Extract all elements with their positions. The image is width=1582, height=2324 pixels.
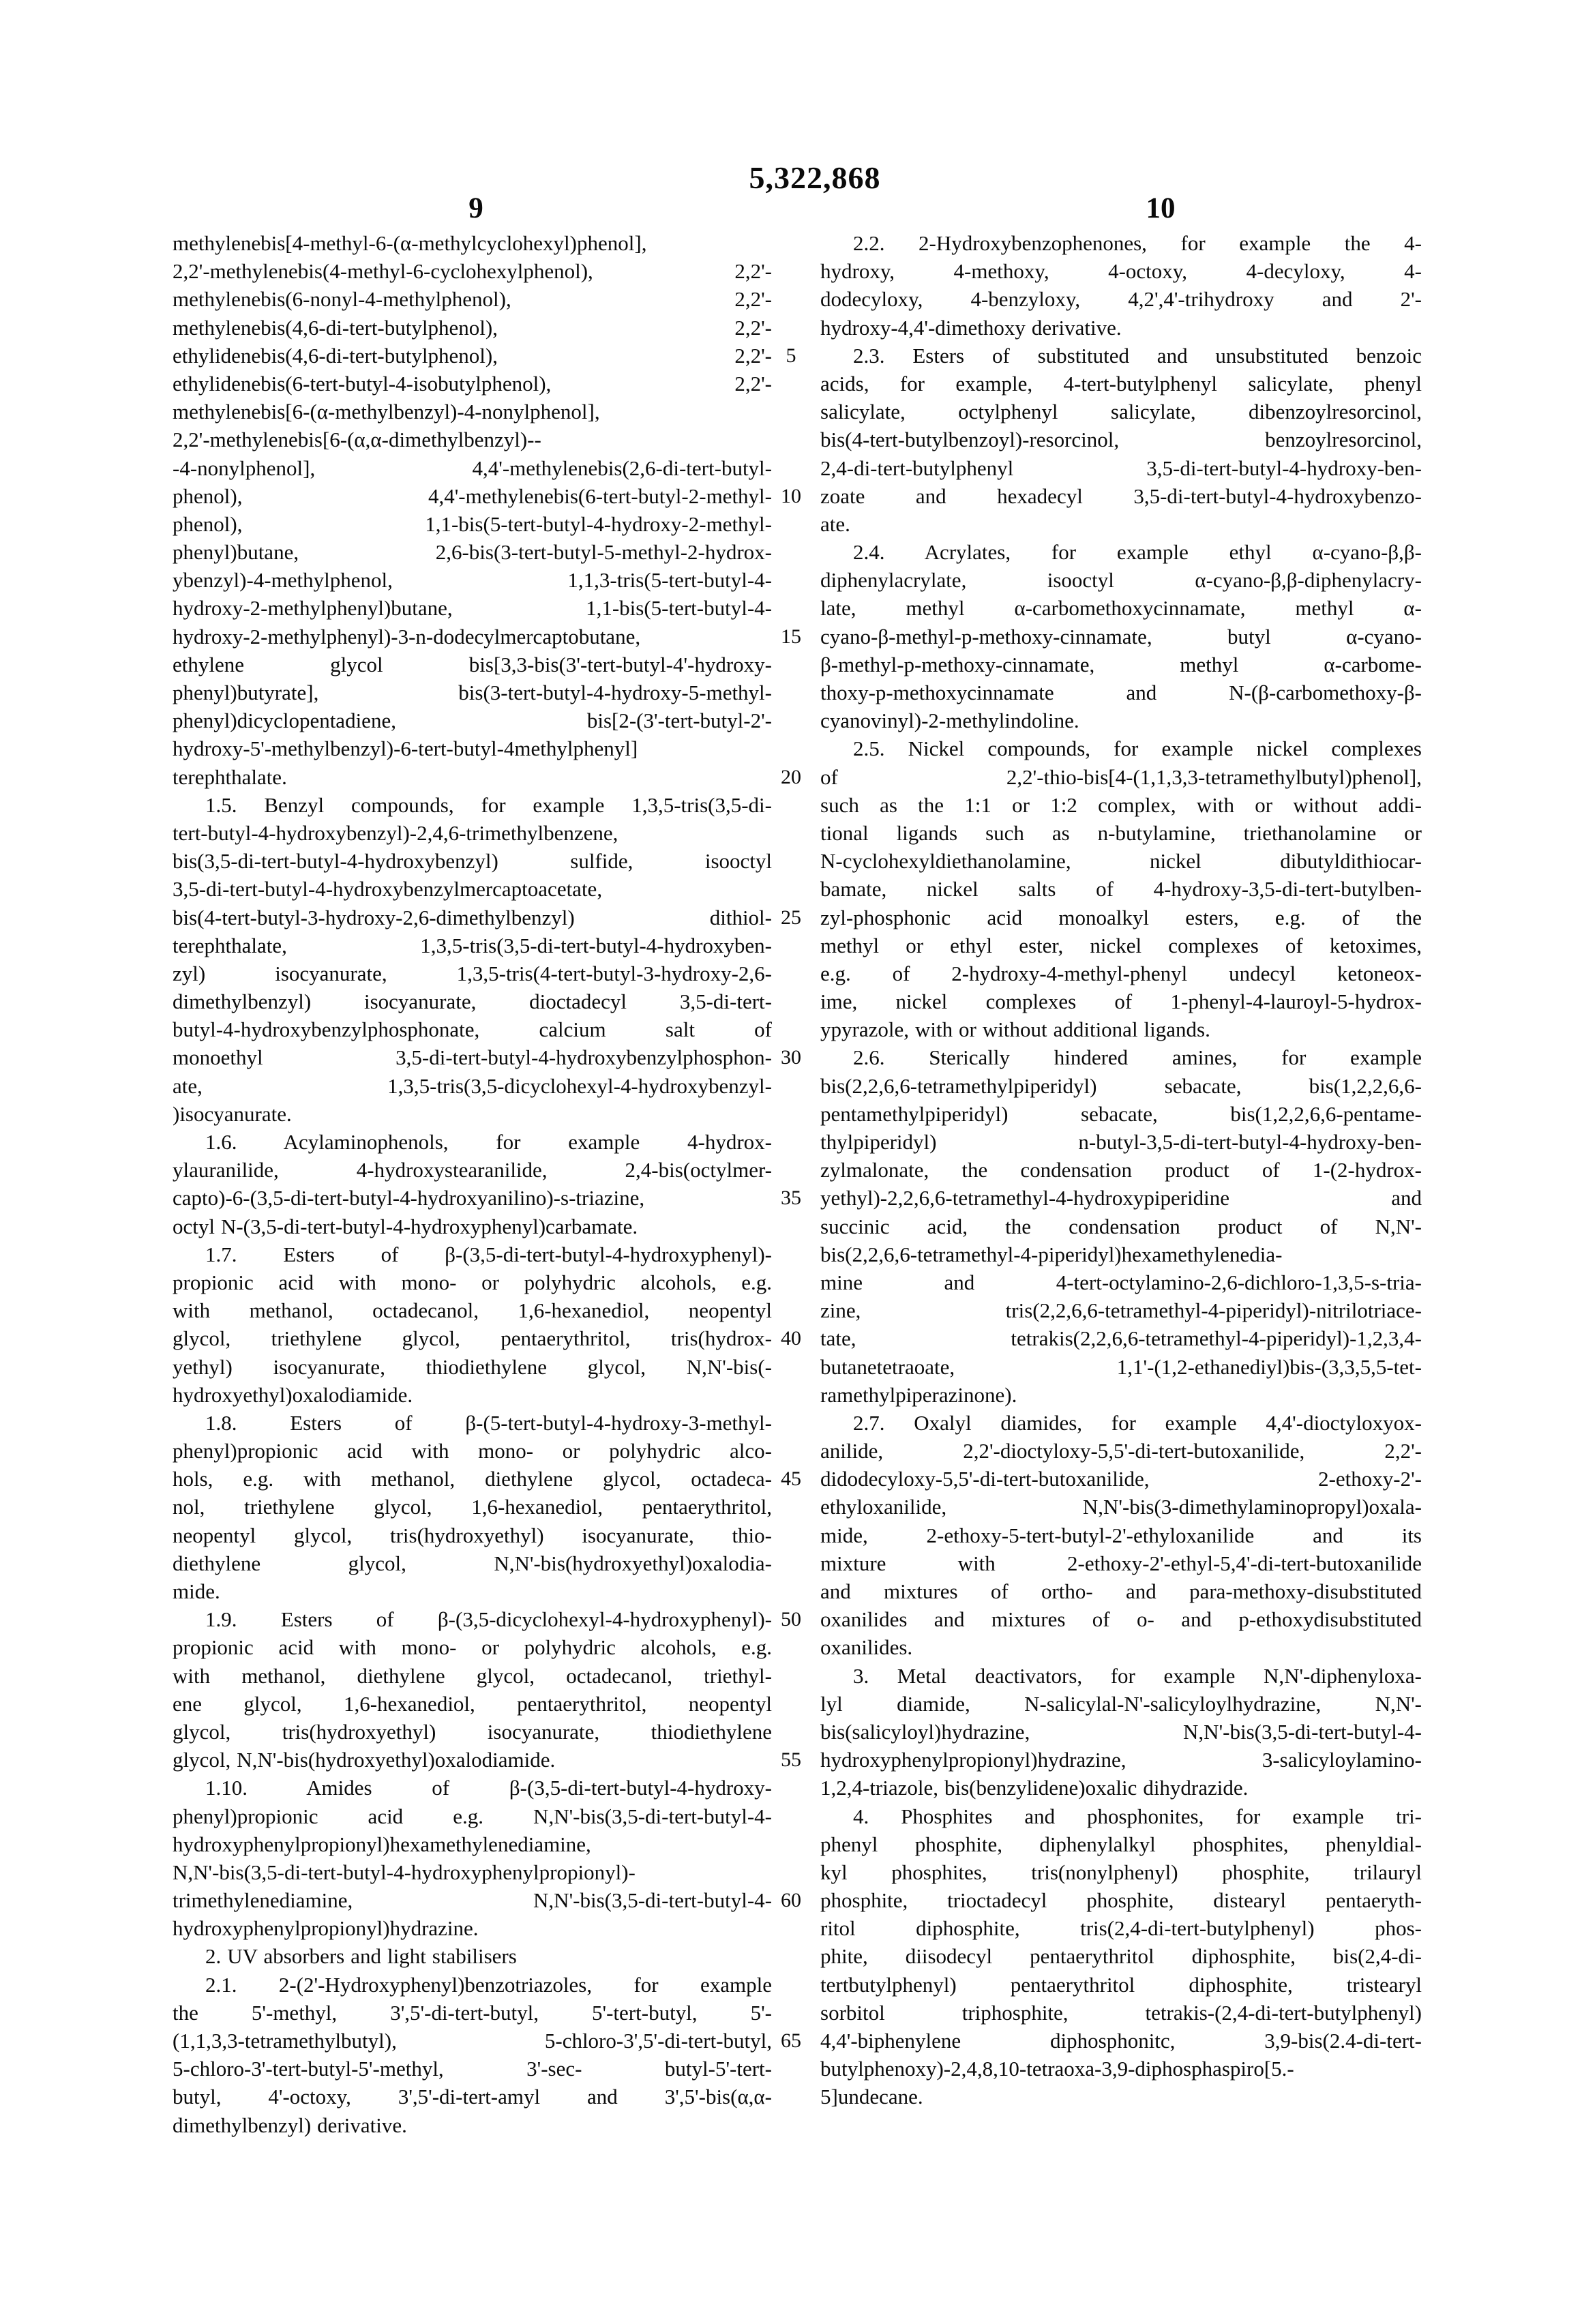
column-page-number-left: 9 [468, 192, 483, 224]
gutter-line-number: 5 [786, 344, 796, 367]
text-line: cyano-β-methyl-p-methoxy-cinnamate, butyl α-cyano- [820, 624, 1422, 649]
text-line: N,N'-bis(3,5-di-tert-butyl-4-hydroxyphenylpropionyl)- [173, 1860, 636, 1884]
line-number-gutter [769, 229, 813, 2139]
text-line: ethylidenebis(4,6-di-tert-butylphenol), 2,2'- [173, 343, 772, 368]
text-line: ritol diphosphite, tris(2,4-di-tert-butylphenyl) phos- [820, 1916, 1422, 1941]
gutter-spacer [769, 1774, 813, 1802]
text-line: zoate and hexadecyl 3,5-di-tert-butyl-4-hydroxybenzo- [820, 483, 1422, 508]
text-line: phenol), 1,1-bis(5-tert-butyl-4-hydroxy-2-methyl- [173, 511, 772, 536]
text-line: kyl phosphites, tris(nonylphenyl) phosphite, trilauryl [820, 1860, 1422, 1884]
gutter-spacer [769, 454, 813, 482]
text-line: 3. Metal deactivators, for example N,N'-diphenyloxa- [853, 1663, 1422, 1688]
text-line: 2. UV absorbers and light stabilisers [205, 1944, 517, 1969]
text-line: pentamethylpiperidyl) sebacate, bis(1,2,2,6,6-pentame- [820, 1101, 1422, 1126]
text-line: 2.1. 2-(2'-Hydroxyphenyl)benzotriazoles, for example [205, 1972, 772, 1997]
gutter-spacer [769, 1971, 813, 1999]
gutter-line-number: 50 [781, 1608, 801, 1631]
text-line: ate, 1,3,5-tris(3,5-dicyclohexyl-4-hydroxybenzyl- [173, 1073, 772, 1098]
gutter-spacer [769, 538, 813, 566]
text-line: phenyl phosphite, diphenylalkyl phosphites, phenyldial- [820, 1832, 1422, 1856]
text-line: late, methyl α-carbomethoxycinnamate, methyl α- [820, 596, 1422, 621]
text-line: butylphenoxy)-2,4,8,10-tetraoxa-3,9-diphosphaspiro[5.- [820, 2057, 1294, 2081]
gutter-spacer [769, 734, 813, 762]
gutter-spacer [769, 1212, 813, 1240]
text-line: phenyl)propionic acid e.g. N,N'-bis(3,5-di-tert-butyl-4- [173, 1804, 772, 1828]
gutter-spacer [769, 257, 813, 285]
text-line: propionic acid with mono- or polyhydric alcohols, e.g. [173, 1635, 772, 1660]
gutter-spacer [769, 1690, 813, 1718]
text-line: sorbitol triphosphite, tetrakis-(2,4-di-tert-butylphenyl) [820, 2000, 1422, 2025]
gutter-spacer [769, 398, 813, 426]
text-line: phenyl)dicyclopentadiene, bis[2-(3'-tert-butyl-2'- [173, 709, 772, 733]
text-line: oxanilides. [820, 1635, 913, 1660]
gutter-spacer [769, 1353, 813, 1381]
text-line: 1,2,4-triazole, bis(benzylidene)oxalic dihydrazide. [820, 1776, 1249, 1800]
text-line: bamate, nickel salts of 4-hydroxy-3,5-di-tert-butylben- [820, 877, 1422, 902]
text-line: bis(2,2,6,6-tetramethylpiperidyl) sebacate, bis(1,2,2,6,6- [820, 1073, 1422, 1098]
gutter-spacer [769, 1662, 813, 1690]
text-line: mide, 2-ethoxy-5-tert-butyl-2'-ethyloxanilide and its [820, 1523, 1422, 1547]
text-line: propionic acid with mono- or polyhydric alcohols, e.g. [173, 1270, 772, 1294]
text-line: 5-chloro-3'-tert-butyl-5'-methyl, 3'-sec- butyl-5'-tert- [173, 2057, 772, 2081]
text-line: thylpiperidyl) n-butyl-3,5-di-tert-butyl-4-hydroxy-ben- [820, 1130, 1422, 1154]
text-line: with methanol, diethylene glycol, octadecanol, triethyl- [173, 1663, 772, 1688]
text-line: and mixtures of ortho- and para-methoxy-disubstituted [820, 1579, 1422, 1603]
text-line: hydroxyphenylpropionyl)hexamethylenediamine, [173, 1832, 591, 1856]
text-line: terephthalate. [173, 764, 287, 789]
text-line: methyl or ethyl ester, nickel complexes of ketoximes, [820, 933, 1422, 957]
text-line: 5]undecane. [820, 2085, 923, 2109]
gutter-line-number: 65 [781, 2029, 801, 2052]
text-line: zyl) isocyanurate, 1,3,5-tris(4-tert-butyl-3-hydroxy-2,6- [173, 961, 772, 985]
text-line: ylauranilide, 4-hydroxystearanilide, 2,4-bis(octylmer- [173, 1158, 772, 1182]
gutter-line-number: 30 [781, 1046, 801, 1069]
gutter-line-number: 40 [781, 1327, 801, 1350]
text-line: diphenylacrylate, isooctyl α-cyano-β,β-diphenylacry- [820, 568, 1422, 593]
gutter-spacer [769, 1718, 813, 1746]
text-line: bis(3,5-di-tert-butyl-4-hydroxybenzyl) sulfide, isooctyl [173, 849, 772, 874]
text-line: (1,1,3,3-tetramethylbutyl), 5-chloro-3',5'-di-tert-butyl, [173, 2029, 772, 2053]
text-line: e.g. of 2-hydroxy-4-methyl-phenyl undecyl ketoneox- [820, 961, 1422, 985]
text-line: yethyl) isocyanurate, thiodiethylene glycol, N,N'-bis(- [173, 1354, 772, 1379]
gutter-spacer [769, 987, 813, 1015]
text-line: hydroxyphenylpropionyl)hydrazine, 3-salicyloylamino- [820, 1748, 1422, 1772]
gutter-spacer [769, 1381, 813, 1409]
gutter-spacer [769, 1549, 813, 1577]
column-page-number-right: 10 [1146, 192, 1176, 224]
text-line: hydroxyethyl)oxalodiamide. [173, 1382, 413, 1407]
gutter-line-number: 25 [781, 906, 801, 929]
gutter-spacer [769, 1156, 813, 1184]
gutter-spacer [769, 1268, 813, 1296]
text-line: bis(2,2,6,6-tetramethyl-4-piperidyl)hexamethylenedia- [820, 1242, 1283, 1266]
gutter-spacer [769, 706, 813, 734]
gutter-line-number: 60 [781, 1889, 801, 1912]
text-line: ethylidenebis(6-tert-butyl-4-isobutylphenol), 2,2'- [173, 371, 772, 396]
text-line: bis(salicyloyl)hydrazine, N,N'-bis(3,5-di-tert-butyl-4- [820, 1719, 1422, 1744]
gutter-spacer [769, 819, 813, 847]
gutter-spacer [769, 314, 813, 342]
text-line: bis(4-tert-butyl-3-hydroxy-2,6-dimethylbenzyl) dithiol- [173, 905, 772, 929]
text-line: capto)-6-(3,5-di-tert-butyl-4-hydroxyanilino)-s-triazine, [173, 1186, 645, 1210]
text-line: ypyrazole, with or without additional ligands. [820, 1017, 1210, 1042]
text-line: phenol), 4,4'-methylenebis(6-tert-butyl-2-methyl- [173, 483, 772, 508]
text-line: with methanol, octadecanol, 1,6-hexanediol, neopentyl [173, 1298, 772, 1323]
gutter-spacer [769, 1802, 813, 1830]
gutter-spacer [769, 679, 813, 706]
text-line: octyl N-(3,5-di-tert-butyl-4-hydroxyphenyl)carbamate. [173, 1214, 638, 1238]
right-text-column [820, 229, 1422, 2111]
text-line: of 2,2'-thio-bis[4-(1,1,3,3-tetramethylbutyl)phenol], [820, 764, 1422, 789]
text-line: terephthalate, 1,3,5-tris(3,5-di-tert-butyl-4-hydroxyben- [173, 933, 772, 957]
text-line: tert-butyl-4-hydroxybenzyl)-2,4,6-trimethylbenzene, [173, 820, 618, 845]
gutter-spacer [769, 1633, 813, 1661]
gutter-spacer [769, 1296, 813, 1324]
text-line: acids, for example, 4-tert-butylphenyl salicylate, phenyl [820, 371, 1422, 396]
text-line: ene glycol, 1,6-hexanediol, pentaerythritol, neopentyl [173, 1691, 772, 1716]
gutter-spacer [769, 229, 813, 257]
text-line: methylenebis(4,6-di-tert-butylphenol), 2,2'- [173, 315, 772, 340]
text-line: zine, tris(2,2,6,6-tetramethyl-4-piperidyl)-nitrilotriace- [820, 1298, 1422, 1323]
text-line: anilide, 2,2'-dioctyloxy-5,5'-di-tert-butoxanilide, 2,2'- [820, 1439, 1422, 1463]
gutter-line-number: 45 [781, 1468, 801, 1491]
text-line: ethyloxanilide, N,N'-bis(3-dimethylaminopropyl)oxala- [820, 1495, 1422, 1519]
text-line: trimethylenediamine, N,N'-bis(3,5-di-tert-butyl-4- [173, 1888, 772, 1913]
text-line: 1.8. Esters of β-(5-tert-butyl-4-hydroxy-3-methyl- [205, 1410, 772, 1435]
text-line: bis(4-tert-butylbenzoyl)-resorcinol, benzoylresorcinol, [820, 428, 1422, 452]
gutter-spacer [769, 370, 813, 398]
left-text-column [173, 229, 772, 2139]
gutter-spacer [769, 594, 813, 622]
gutter-spacer [769, 791, 813, 819]
text-line: ate. [820, 511, 850, 536]
gutter-spacer [769, 1128, 813, 1156]
gutter-spacer [769, 2055, 813, 2083]
text-line: 1.7. Esters of β-(3,5-di-tert-butyl-4-hydroxyphenyl)- [205, 1242, 772, 1266]
gutter-spacer [769, 847, 813, 875]
text-line: phosphite, trioctadecyl phosphite, distearyl pentaeryth- [820, 1888, 1422, 1913]
text-line: phenyl)butane, 2,6-bis(3-tert-butyl-5-methyl-2-hydrox- [173, 540, 772, 565]
text-line: mine and 4-tert-octylamino-2,6-dichloro-1,3,5-s-tria- [820, 1270, 1422, 1294]
gutter-spacer [769, 2083, 813, 2111]
text-line: 2,4-di-tert-butylphenyl 3,5-di-tert-butyl-4-hydroxy-ben- [820, 456, 1422, 480]
text-line: tional ligands such as n-butylamine, triethanolamine or [820, 820, 1422, 845]
gutter-line-number: 15 [781, 625, 801, 648]
text-line: 1.5. Benzyl compounds, for example 1,3,5-tris(3,5-di- [205, 792, 772, 817]
gutter-spacer [769, 1521, 813, 1549]
text-line: didodecyloxy-5,5'-di-tert-butoxanilide, 2-ethoxy-2'- [820, 1467, 1422, 1491]
gutter-spacer [769, 1437, 813, 1465]
text-line: tertbutylphenyl) pentaerythritol diphosphite, tristearyl [820, 1972, 1422, 1997]
text-line: glycol, triethylene glycol, pentaerythritol, tris(hydrox- [173, 1326, 772, 1351]
text-line: hydroxyphenylpropionyl)hydrazine. [173, 1916, 479, 1941]
text-line: dimethylbenzyl) derivative. [173, 2113, 407, 2137]
text-line: phenyl)propionic acid with mono- or polyhydric alco- [173, 1439, 772, 1463]
text-line: mide. [173, 1579, 220, 1603]
text-line: hydroxy-2-methylphenyl)butane, 1,1-bis(5-tert-butyl-4- [173, 596, 772, 621]
gutter-spacer [769, 1493, 813, 1521]
gutter-spacer [769, 2111, 813, 2139]
gutter-spacer [769, 285, 813, 313]
gutter-spacer [769, 1942, 813, 1970]
text-line: diethylene glycol, N,N'-bis(hydroxyethyl)oxalodia- [173, 1551, 772, 1575]
text-line: the 5'-methyl, 3',5'-di-tert-butyl, 5'-tert-butyl, 5'- [173, 2000, 772, 2025]
text-line: 3,5-di-tert-butyl-4-hydroxybenzylmercaptoacetate, [173, 877, 603, 902]
text-line: 2.7. Oxalyl diamides, for example 4,4'-dioctyloxyox- [853, 1410, 1422, 1435]
text-line: ramethylpiperazinone). [820, 1382, 1017, 1407]
text-line: β-methyl-p-methoxy-cinnamate, methyl α-carbome- [820, 652, 1422, 676]
text-line: 2,2'-methylenebis[6-(α,α-dimethylbenzyl)-- [173, 428, 541, 452]
text-line: nol, triethylene glycol, 1,6-hexanediol, pentaerythritol, [173, 1495, 772, 1519]
text-line: succinic acid, the condensation product of N,N'- [820, 1214, 1422, 1238]
gutter-spacer [769, 932, 813, 959]
text-line: zylmalonate, the condensation product of 1-(2-hydrox- [820, 1158, 1422, 1182]
gutter-spacer [769, 1015, 813, 1043]
gutter-spacer [769, 651, 813, 679]
text-line: neopentyl glycol, tris(hydroxyethyl) isocyanurate, thio- [173, 1523, 772, 1547]
text-line: 4. Phosphites and phosphonites, for example tri- [853, 1804, 1422, 1828]
text-line: N-cyclohexyldiethanolamine, nickel dibutyldithiocar- [820, 849, 1422, 874]
text-line: butyl, 4'-octoxy, 3',5'-di-tert-amyl and 3',5'-bis(α,α- [173, 2085, 772, 2109]
gutter-spacer [769, 1830, 813, 1858]
text-line: methylenebis(6-nonyl-4-methylphenol), 2,2'- [173, 287, 772, 312]
text-line: 1.9. Esters of β-(3,5-dicyclohexyl-4-hydroxyphenyl)- [205, 1607, 772, 1632]
text-line: cyanovinyl)-2-methylindoline. [820, 709, 1079, 733]
text-line: methylenebis[6-(α-methylbenzyl)-4-nonylphenol], [173, 400, 600, 424]
text-line: butyl-4-hydroxybenzylphosphonate, calcium salt of [173, 1017, 772, 1042]
gutter-spacer [769, 875, 813, 903]
gutter-spacer [769, 1409, 813, 1437]
text-line: )isocyanurate. [173, 1101, 292, 1126]
text-line: monoethyl 3,5-di-tert-butyl-4-hydroxybenzylphosphon- [173, 1045, 772, 1070]
text-line: thoxy-p-methoxycinnamate and N-(β-carbomethoxy-β- [820, 681, 1422, 704]
text-line: phite, diisodecyl pentaerythritol diphosphite, bis(2,4-di- [820, 1944, 1422, 1969]
gutter-spacer [769, 426, 813, 453]
patent-number: 5,322,868 [749, 160, 881, 195]
text-line: butanetetraoate, 1,1'-(1,2-ethanediyl)bis-(3,3,5,5-tet- [820, 1354, 1422, 1379]
text-line: 2.6. Sterically hindered amines, for example [853, 1045, 1422, 1070]
text-line: hydroxy, 4-methoxy, 4-octoxy, 4-decyloxy, 4- [820, 259, 1422, 284]
text-line: dodecyloxy, 4-benzyloxy, 4,2',4'-trihydroxy and 2'- [820, 287, 1422, 312]
text-line: hols, e.g. with methanol, diethylene glycol, octadeca- [173, 1467, 772, 1491]
text-line: ybenzyl)-4-methylphenol, 1,1,3-tris(5-tert-butyl-4- [173, 568, 772, 593]
text-line: 2.3. Esters of substituted and unsubstituted benzoic [853, 343, 1422, 368]
gutter-line-number: 35 [781, 1187, 801, 1210]
gutter-spacer [769, 566, 813, 594]
text-line: salicylate, octylphenyl salicylate, dibenzoylresorcinol, [820, 400, 1422, 424]
gutter-spacer [769, 1072, 813, 1100]
text-line: methylenebis[4-methyl-6-(α-methylcyclohexyl)phenol], [173, 231, 647, 255]
text-line: yethyl)-2,2,6,6-tetramethyl-4-hydroxypiperidine and [820, 1186, 1422, 1210]
text-line: ime, nickel complexes of 1-phenyl-4-lauroyl-5-hydrox- [820, 989, 1422, 1014]
gutter-spacer [769, 1240, 813, 1268]
text-line: hydroxy-5'-methylbenzyl)-6-tert-butyl-4methylphenyl] [173, 736, 638, 761]
text-line: dimethylbenzyl) isocyanurate, dioctadecyl 3,5-di-tert- [173, 989, 772, 1014]
gutter-spacer [769, 959, 813, 987]
text-line: oxanilides and mixtures of o- and p-ethoxydisubstituted [820, 1607, 1422, 1632]
text-line: hydroxy-4,4'-dimethoxy derivative. [820, 315, 1122, 340]
gutter-spacer [769, 1914, 813, 1942]
gutter-line-number: 55 [781, 1748, 801, 1772]
gutter-line-number: 20 [781, 765, 801, 788]
gutter-spacer [769, 510, 813, 538]
text-line: 1.10. Amides of β-(3,5-di-tert-butyl-4-hydroxy- [205, 1776, 772, 1800]
text-line: 2,2'-methylenebis(4-methyl-6-cyclohexylphenol), 2,2'- [173, 259, 772, 284]
text-line: 2.2. 2-Hydroxybenzophenones, for example the 4- [853, 231, 1422, 255]
text-line: 2.5. Nickel compounds, for example nickel complexes [853, 736, 1422, 761]
gutter-spacer [769, 1999, 813, 2027]
text-line: -4-nonylphenol], 4,4'-methylenebis(2,6-di-tert-butyl- [173, 456, 772, 480]
gutter-line-number: 10 [781, 484, 801, 507]
text-line: mixture with 2-ethoxy-2'-ethyl-5,4'-di-tert-butoxanilide [820, 1551, 1422, 1575]
text-line: ethylene glycol bis[3,3-bis(3'-tert-butyl-4'-hydroxy- [173, 652, 772, 676]
gutter-spacer [769, 1100, 813, 1128]
text-line: glycol, tris(hydroxyethyl) isocyanurate, thiodiethylene [173, 1719, 772, 1744]
text-line: 1.6. Acylaminophenols, for example 4-hydrox- [205, 1130, 772, 1154]
gutter-spacer [769, 1858, 813, 1886]
text-line: hydroxy-2-methylphenyl)-3-n-dodecylmercaptobutane, [173, 624, 641, 649]
text-line: lyl diamide, N-salicylal-N'-salicyloylhydrazine, N,N'- [820, 1691, 1422, 1716]
text-line: 2.4. Acrylates, for example ethyl α-cyano-β,β- [853, 540, 1422, 565]
text-line: tate, tetrakis(2,2,6,6-tetramethyl-4-piperidyl)-1,2,3,4- [820, 1326, 1422, 1351]
text-line: 4,4'-biphenylene diphosphonitc, 3,9-bis(2.4-di-tert- [820, 2029, 1422, 2053]
text-line: such as the 1:1 or 1:2 complex, with or without addi- [820, 792, 1422, 817]
text-line: zyl-phosphonic acid monoalkyl esters, e.g. of the [820, 905, 1422, 929]
text-line: glycol, N,N'-bis(hydroxyethyl)oxalodiamide. [173, 1748, 556, 1772]
gutter-spacer [769, 1577, 813, 1605]
text-line: phenyl)butyrate], bis(3-tert-butyl-4-hydroxy-5-methyl- [173, 681, 772, 704]
